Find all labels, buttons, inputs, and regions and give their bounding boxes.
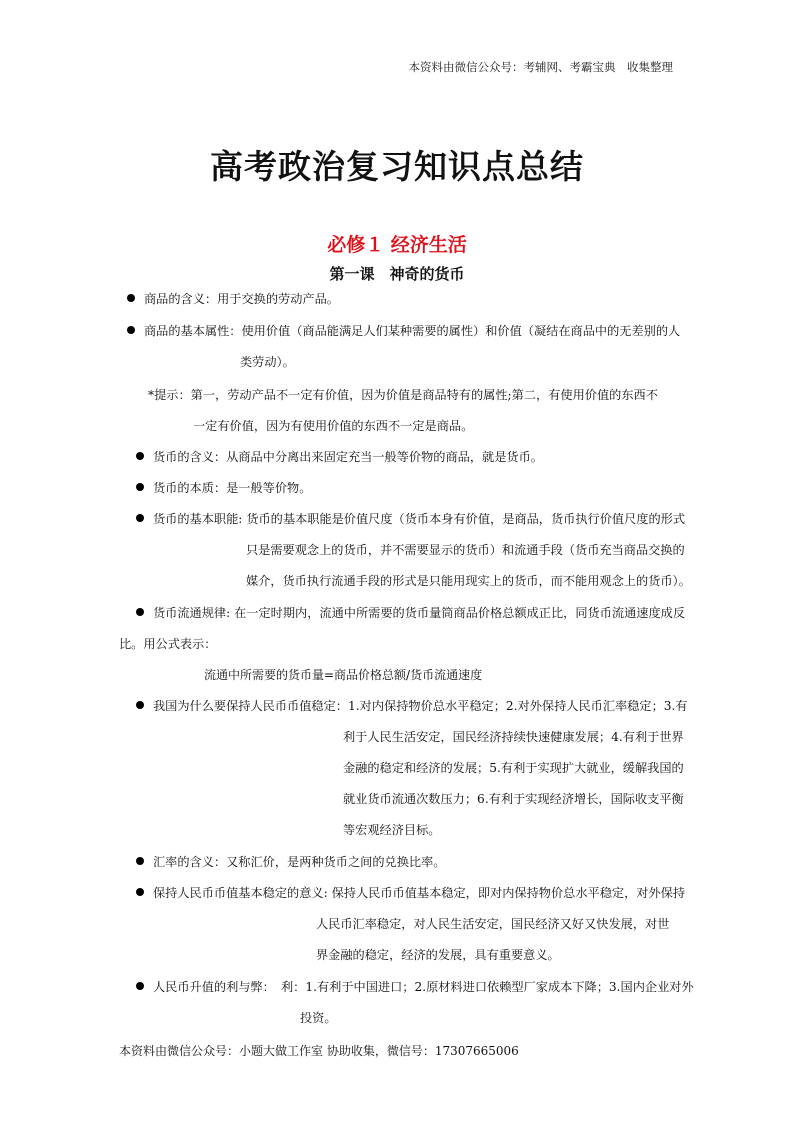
item-exchange-rate	[153, 853, 446, 870]
item-text: 从商品中分离出来固定充当一般等价物的商品，就是货币。	[226, 450, 543, 464]
item-text: 货币的基本职能是价值尺度（货币本身有价值，是商品，货币执行价值尺度的形式	[246, 512, 686, 526]
item-rmb-significance	[153, 884, 685, 901]
item-label: 货币流通规律:	[153, 606, 231, 620]
item-label: 商品的含义：	[144, 292, 218, 306]
item-rmb-significance-cont-1: 人民币汇率稳定，对人民生活安定，国民经济又好又快发展，对世	[316, 917, 670, 931]
item-rmb-appreciation-cont: 投资。	[300, 1011, 337, 1025]
footer-source-note: 本资料由微信公众号：小题大做工作室 协助收集，微信号：17307665006	[119, 1044, 519, 1058]
item-text: 是一般等价物。	[226, 481, 312, 495]
item-label: 人民币升值的利与弊：	[153, 980, 269, 994]
item-circulation-law	[153, 604, 685, 621]
item-text: 使用价值（商品能满足人们某种需要的属性）和价值（凝结在商品中的无差别的人	[241, 324, 681, 338]
item-label: 货币的基本职能:	[153, 512, 243, 526]
item-money-functions-cont-2: 媒介，货币执行流通手段的形式是只能用现实上的货币，而不能用观念上的货币）。	[246, 574, 691, 588]
item-money-functions-cont-1: 只是需要观念上的货币，并不需要显示的货币）和流通手段（货币充当商品交换的	[246, 543, 685, 557]
bullet-icon	[136, 701, 144, 709]
item-text: 1.对内保持物价总水平稳定；2.对外保持人民币汇率稳定；3.有	[348, 699, 688, 713]
bullet-icon	[136, 888, 144, 896]
tip-line-2: 一定有价值，因为有使用价值的东西不一定是商品。	[193, 419, 474, 433]
item-rmb-significance-cont-2: 界金融的稳定，经济的发展，具有重要意义。	[316, 948, 560, 962]
item-money-functions	[153, 510, 685, 527]
item-circulation-law-cont: 比。用公式表示：	[119, 637, 217, 651]
bullet-icon	[136, 982, 144, 990]
item-label: 我国为什么要保持人民币币值稳定：	[153, 699, 348, 713]
item-rmb-stable-cont-1: 利于人民生活安定，国民经济持续快速健康发展；4.有利于世界	[343, 730, 684, 744]
item-label: 保持人民币币值基本稳定的意义:	[153, 886, 328, 900]
lesson-heading: 第一课 神奇的货币	[329, 265, 465, 283]
item-rmb-stable-cont-2: 金融的稳定和经济的发展；5.有利于实现扩大就业，缓解我国的	[343, 761, 684, 775]
bullet-icon	[136, 452, 144, 460]
tip-line-1: *提示：第一，劳动产品不一定有价值，因为价值是商品特有的属性;第二，有使用价值的东西不	[148, 388, 658, 402]
item-label: 商品的基本属性：	[144, 324, 242, 338]
item-rmb-appreciation	[153, 978, 694, 995]
item-text: 利：1.有利于中国进口；2.原材料进口依赖型厂家成本下降；3.国内企业对外	[280, 980, 694, 994]
item-rmb-stable-cont-4: 等宏观经济目标。	[343, 823, 441, 837]
item-rmb-stable-cont-3: 就业货币流通次数压力；6.有利于实现经济增长，国际收支平衡	[343, 792, 684, 806]
header-source-note: 本资料由微信公众号：考辅网、考霸宝典 收集整理	[408, 60, 673, 74]
item-label: 货币的含义：	[153, 450, 227, 464]
item-label: 货币的本质：	[153, 481, 227, 495]
item-money-definition	[153, 448, 543, 465]
section-subtitle: 必修１ 经济生活	[327, 234, 467, 256]
item-text: 保持人民币币值基本稳定，即对内保持物价总水平稳定，对外保持	[331, 886, 686, 900]
document-title: 高考政治复习知识点总结	[210, 147, 584, 186]
item-commodity	[144, 290, 339, 307]
bullet-icon	[127, 326, 135, 334]
bullet-icon	[136, 608, 144, 616]
item-text: 在一定时期内，流通中所需要的货币量筒商品价格总额成正比，同货币流通速度成反	[234, 606, 686, 620]
bullet-icon	[136, 514, 144, 522]
item-text: 用于交换的劳动产品。	[217, 292, 339, 306]
item-rmb-stable	[153, 697, 688, 714]
bullet-icon	[136, 857, 144, 865]
bullet-icon	[136, 483, 144, 491]
item-attributes	[144, 322, 680, 339]
circulation-formula: 流通中所需要的货币量=商品价格总额/货币流通速度	[204, 668, 483, 682]
bullet-icon	[127, 294, 135, 302]
item-label: 汇率的含义：	[153, 855, 227, 869]
item-text: 又称汇价，是两种货币之间的兑换比率。	[226, 855, 446, 869]
item-attributes-cont: 类劳动）。	[240, 355, 295, 369]
item-money-essence	[153, 479, 311, 496]
